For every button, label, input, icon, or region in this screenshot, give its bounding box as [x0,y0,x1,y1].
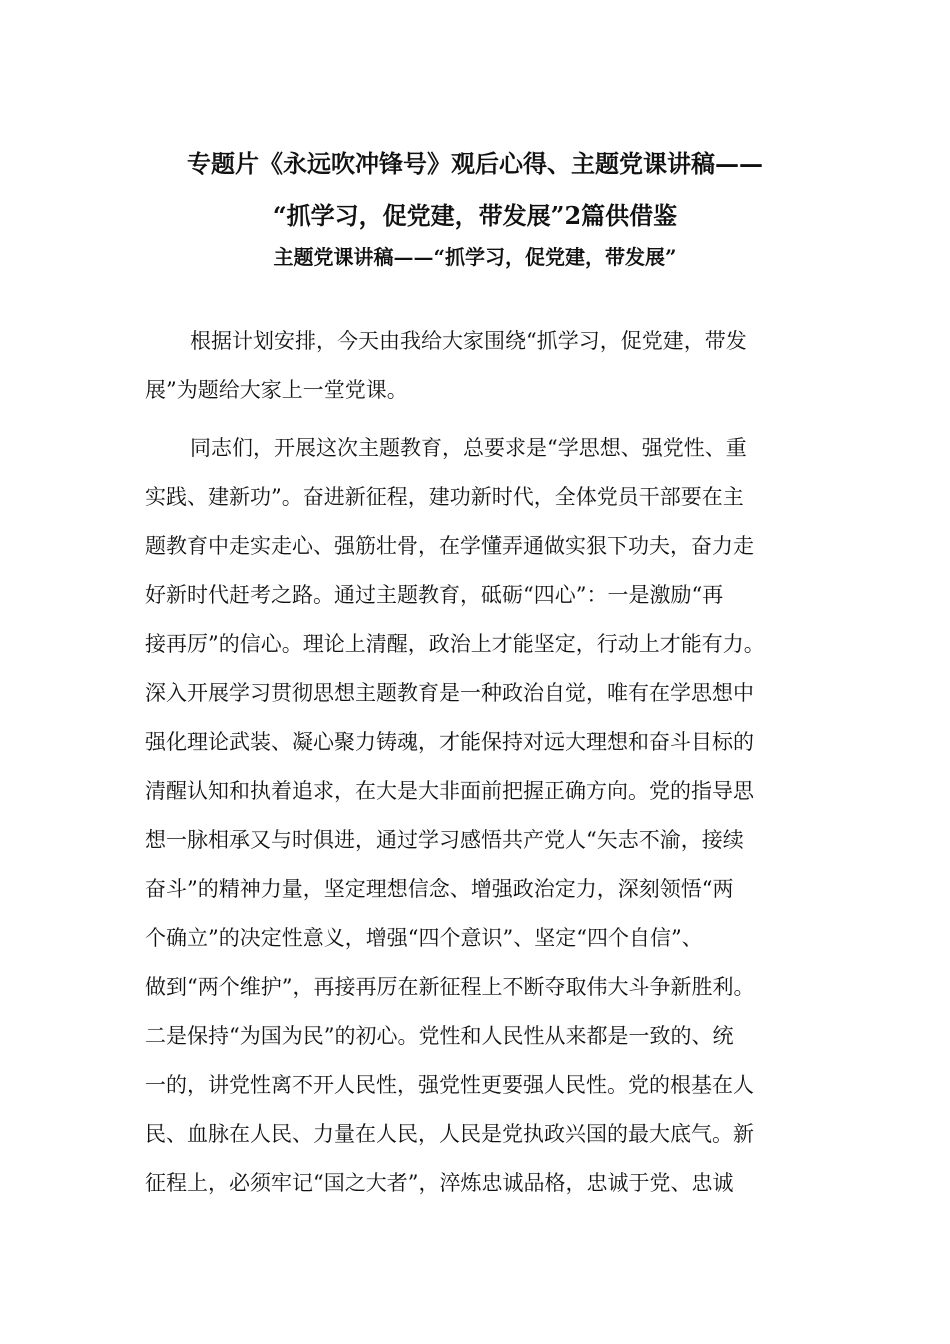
paragraph-2-line: 强化理论武装、凝心聚力铸魂，才能保持对远大理想和奋斗目标的 [145,730,754,754]
document-title-line-2: “抓学习，促党建，带发展”2篇供借鉴 [272,201,678,230]
paragraph-2-line: 想一脉相承又与时俱进，通过学习感悟共产党人“矢志不渝，接续 [145,828,744,852]
paragraph-2-line: 民、血脉在人民、力量在人民，人民是党执政兴国的最大底气。新 [145,1122,754,1146]
document-title-line-1: 专题片《永远吹冲锋号》观后心得、主题党课讲稿—— [187,149,763,178]
section-heading: 主题党课讲稿——“抓学习，促党建，带发展” [273,245,677,269]
paragraph-2-line: 奋斗”的精神力量，坚定理想信念、增强政治定力，深刻领悟“两 [145,877,734,901]
paragraph-1-line: 根据计划安排，今天由我给大家围绕“抓学习，促党建，带发 [190,329,747,353]
paragraph-2-line: 实践、建新功”。奋进新征程，建功新时代，全体党员干部要在主 [145,485,744,509]
paragraph-2-line: 好新时代赶考之路。通过主题教育，砥砺“四心”：一是激励“再 [145,583,724,607]
paragraph-2-line: 清醒认知和执着追求，在大是大非面前把握正确方向。党的指导思 [145,779,754,803]
paragraph-2-line: 征程上，必须牢记“国之大者”，淬炼忠诚品格，忠诚于党、忠诚 [145,1171,734,1195]
paragraph-2-line: 个确立”的决定性意义，增强“四个意识”、坚定“四个自信”、 [145,926,703,950]
paragraph-1-line: 展”为题给大家上一堂党课。 [145,378,408,402]
paragraph-2-line: 二是保持“为国为民”的初心。党性和人民性从来都是一致的、统 [145,1024,734,1048]
paragraph-2-line: 接再厉”的信心。理论上清醒，政治上才能坚定，行动上才能有力。 [145,632,765,656]
paragraph-2-line: 题教育中走实走心、强筋壮骨，在学懂弄通做实狠下功夫，奋力走 [145,534,754,558]
paragraph-2-line: 深入开展学习贯彻思想主题教育是一种政治自觉，唯有在学思想中 [145,681,754,705]
paragraph-2-line: 同志们，开展这次主题教育，总要求是“学思想、强党性、重 [190,436,747,460]
paragraph-2-line: 一的，讲党性离不开人民性，强党性更要强人民性。党的根基在人 [145,1073,754,1097]
paragraph-2-line: 做到“两个维护”，再接再厉在新征程上不断夺取伟大斗争新胜利。 [145,975,755,999]
